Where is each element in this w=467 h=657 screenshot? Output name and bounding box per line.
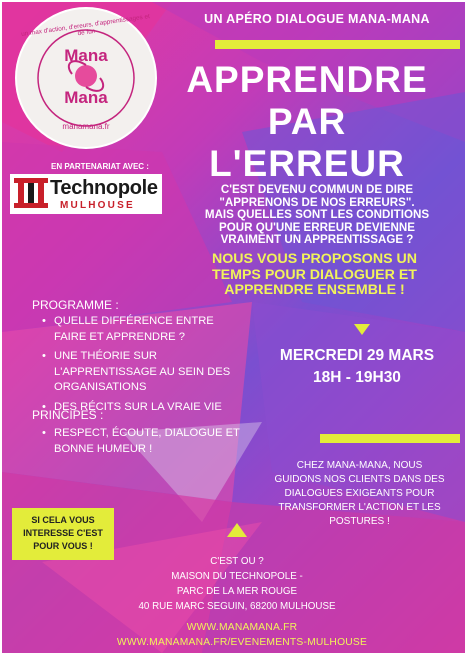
company-text xyxy=(262,459,457,529)
logo-arc-text: un max d'action, d'ereurs, d'apprentissages et de fun xyxy=(20,13,151,39)
site-link[interactable]: WWW.MANAMANA.FR xyxy=(186,622,298,633)
program-item: • UNE THÉORIE SUR L'APPRENTISSAGE AU SEIN DES ORGANISATIONS xyxy=(40,349,245,396)
partner-city: MULHOUSE xyxy=(60,200,135,211)
principles-title: PRINCIPES : xyxy=(32,408,104,422)
intro-text xyxy=(182,184,452,247)
company-line: DIALOGUES EXIGEANTS POUR xyxy=(284,488,435,499)
callout-line: POUR VOUS ! xyxy=(33,541,93,551)
intro-line: POUR QU'UNE ERREUR DEVIENNE xyxy=(218,220,415,234)
callout-box xyxy=(12,508,114,560)
principles-list xyxy=(40,426,245,461)
links xyxy=(102,620,382,650)
highlight-line: TEMPS POUR DIALOGUER ET xyxy=(212,266,417,283)
location-line: PARC DE LA MER ROUGE xyxy=(176,586,298,597)
partner-brand: Technopole xyxy=(50,177,158,199)
event-datetime xyxy=(257,345,457,389)
program-item: • DES RÉCITS SUR LA VRAIE VIE xyxy=(40,400,245,416)
triangle-down-icon xyxy=(354,324,370,335)
program-title: PROGRAMME : xyxy=(32,298,119,312)
company-line: TRANSFORMER L'ACTION ET LES xyxy=(278,502,441,513)
callout-line: INTERESSE C'EST xyxy=(23,528,103,538)
program-item: • QUELLE DIFFÉRENCE ENTRE FAIRE ET APPRENDRE ? xyxy=(40,314,245,345)
event-poster xyxy=(2,2,465,653)
highlight-line: NOUS VOUS PROPOSONS UN xyxy=(212,251,417,267)
company-line: GUIDONS NOS CLIENTS DANS DES xyxy=(274,474,445,485)
technopole-logo xyxy=(10,174,162,214)
intro-line: C'EST DEVENU COMMUN DE DIRE xyxy=(220,183,414,196)
company-top-bar xyxy=(320,434,460,443)
location-line: MAISON DU TECHNOPOLE - xyxy=(171,571,303,582)
location-line: 40 RUE MARC SEGUIN, 68200 MULHOUSE xyxy=(138,601,336,612)
logo-name-bottom: Mana xyxy=(64,88,108,107)
highlight-text xyxy=(172,252,457,299)
poster-subtitle: UN APÉRO DIALOGUE MANA-MANA xyxy=(204,12,430,26)
poster-title xyxy=(152,59,462,185)
title-top-bar xyxy=(215,40,460,49)
intro-line: VRAIMENT UN APPRENTISSAGE ? xyxy=(220,233,414,246)
triangle-up-icon xyxy=(227,523,247,537)
logo-site: manamana.fr xyxy=(62,122,110,131)
title-line: L'ERREUR xyxy=(209,143,405,184)
mana-mana-logo xyxy=(12,4,160,152)
partner-label: EN PARTENARIAT AVEC : xyxy=(51,162,149,171)
event-time: 18H - 19H30 xyxy=(313,369,401,386)
intro-line: MAIS QUELLES SONT LES CONDITIONS xyxy=(204,208,430,221)
logo-name-top: Mana xyxy=(64,46,108,65)
intro-line: "APPRENONS DE NOS ERREURS". xyxy=(219,195,415,209)
technopole-mark-icon xyxy=(14,178,48,208)
highlight-line: APPRENDRE ENSEMBLE ! xyxy=(224,282,405,298)
company-line: POSTURES ! xyxy=(329,516,390,527)
company-line: CHEZ MANA-MANA, NOUS xyxy=(296,460,423,471)
title-line: PAR xyxy=(267,101,347,142)
program-list xyxy=(40,314,245,419)
events-link[interactable]: WWW.MANAMANA.FR/EVENEMENTS-MULHOUSE xyxy=(116,637,368,648)
principle-item: • RESPECT, ÉCOUTE, DIALOGUE ET BONNE HUMEUR ! xyxy=(40,426,245,457)
event-date: MERCREDI 29 MARS xyxy=(279,347,435,364)
location-line: C'EST OU ? xyxy=(210,556,264,567)
callout-line: SI CELA VOUS xyxy=(31,515,95,525)
location-text xyxy=(97,554,377,614)
title-line: APPRENDRE xyxy=(186,59,428,100)
